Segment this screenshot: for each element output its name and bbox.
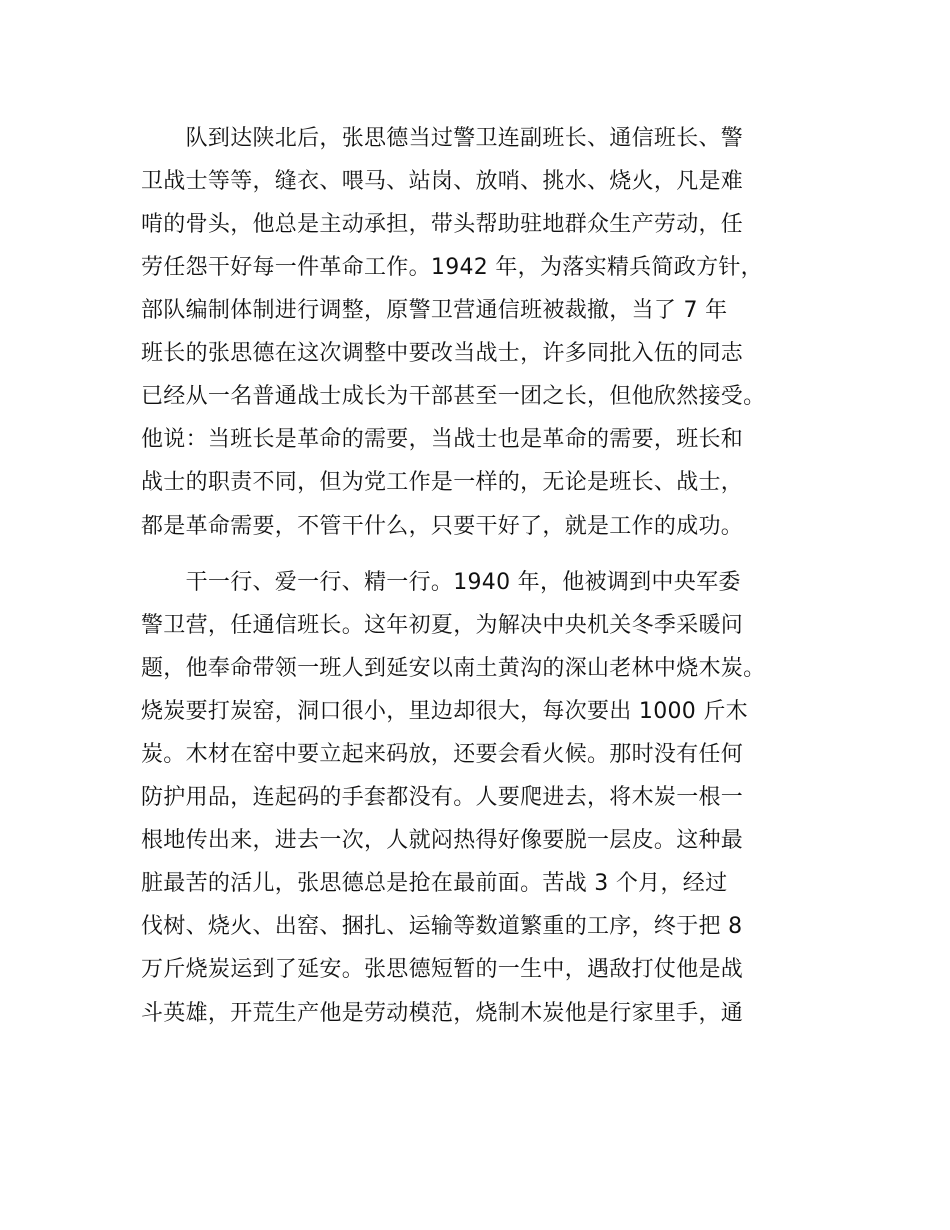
text-line: 万斤烧炭运到了延安。张思德短暂的一生中，遇敌打仗他是战 [141, 957, 744, 982]
text-line: 烧炭要打炭窑，洞口很小，里边却很大，每次要出 1000 斤木 [141, 699, 748, 724]
text-line: 部队编制体制进行调整，原警卫营通信班被裁撤，当了 7 年 [141, 298, 728, 323]
text-line: 战士的职责不同，但为党工作是一样的，无论是班长、战士， [141, 470, 744, 495]
text-line: 班长的张思德在这次调整中要改当战士，许多同批入伍的同志 [141, 341, 744, 366]
text-line: 卫战士等等，缝衣、喂马、站岗、放哨、挑水、烧火，凡是难 [141, 169, 744, 194]
text-line: 伐树、烧火、出窑、捆扎、运输等数道繁重的工序，终于把 8 [141, 914, 743, 939]
text-line: 啃的骨头，他总是主动承担，带头帮助驻地群众生产劳动，任 [141, 212, 744, 237]
text-line: 已经从一名普通战士成长为干部甚至一团之长，但他欣然接受。 [141, 384, 766, 409]
text-line: 劳任怨干好每一件革命工作。1942 年，为落实精兵简政方针， [141, 255, 763, 280]
text-line: 警卫营，任通信班长。这年初夏，为解决中央机关冬季采暖问 [141, 613, 744, 638]
text-line: 炭。木材在窑中要立起来码放，还要会看火候。那时没有任何 [141, 742, 744, 767]
text-line: 干一行、爱一行、精一行。1940 年，他被调到中央军委 [141, 570, 741, 595]
text-line: 题，他奉命带领一班人到延安以南土黄沟的深山老林中烧木炭。 [141, 656, 766, 681]
text-line: 根地传出来，进去一次，人就闷热得好像要脱一层皮。这种最 [141, 828, 744, 853]
text-line: 脏最苦的活儿，张思德总是抢在最前面。苦战 3 个月，经过 [141, 871, 728, 896]
text-line: 斗英雄，开荒生产他是劳动模范，烧制木炭他是行家里手，通 [141, 1001, 744, 1026]
text-line: 队到达陕北后，张思德当过警卫连副班长、通信班长、警 [141, 126, 744, 151]
text-line: 他说：当班长是革命的需要，当战士也是革命的需要，班长和 [141, 427, 744, 452]
text-line: 防护用品，连起码的手套都没有。人要爬进去，将木炭一根一 [141, 785, 744, 810]
text-line: 都是革命需要，不管干什么，只要干好了，就是工作的成功。 [141, 514, 744, 539]
